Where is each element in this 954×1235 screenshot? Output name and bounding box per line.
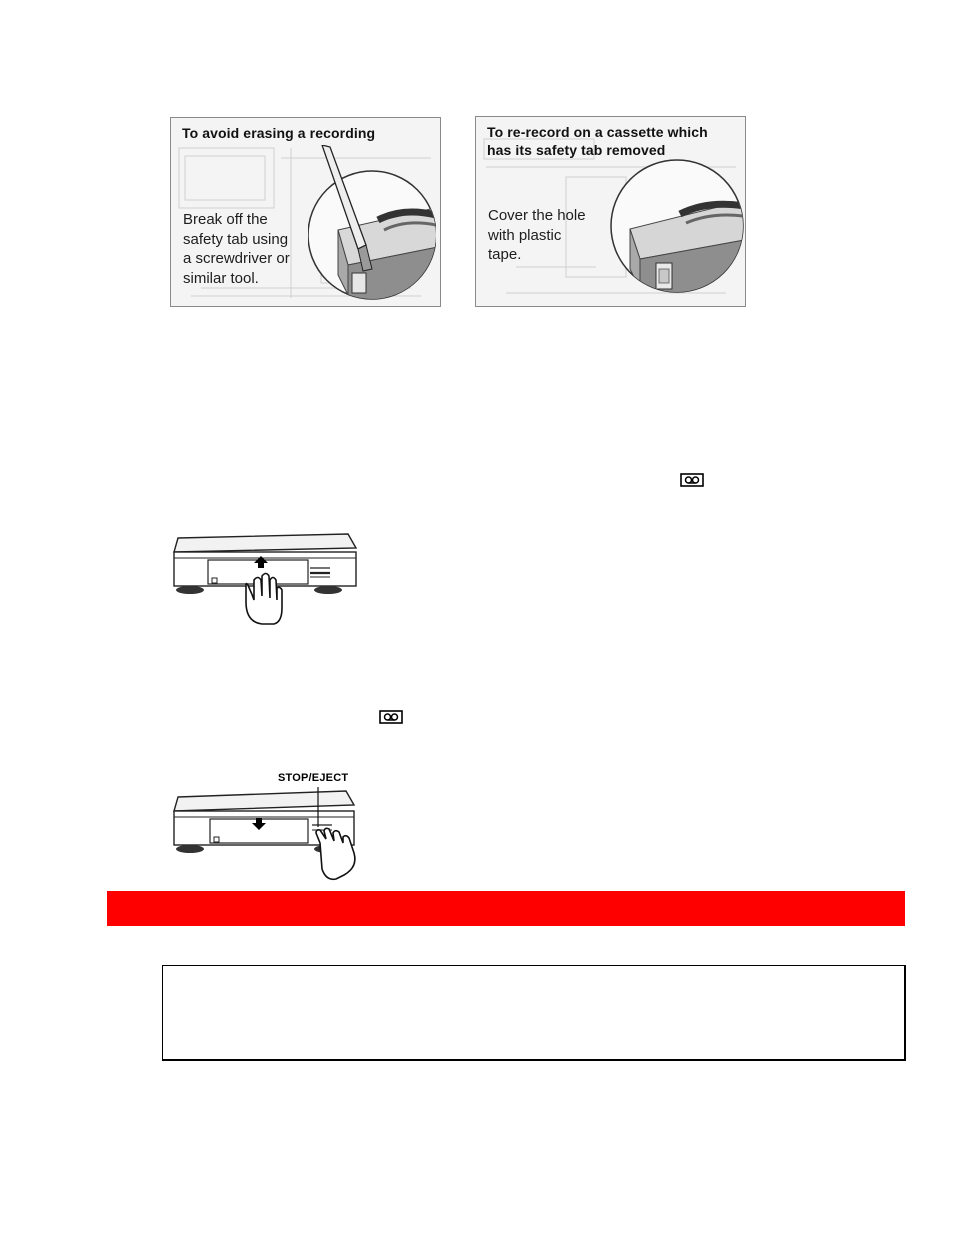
cassette-icon (379, 710, 403, 724)
stop-eject-label: STOP/EJECT (278, 772, 349, 784)
panel-title: To re-record on a cassette which has its safety tab removed (487, 124, 708, 158)
panel-instruction: Break off the safety tab using a screwdriver or similar tool. (183, 211, 290, 287)
cassette-tape-icon (610, 159, 744, 293)
tape-cover-panel (475, 116, 746, 307)
panel-instruction: Cover the hole with plastic tape. (488, 207, 586, 263)
vcr-insert-illustration (170, 530, 360, 645)
note-box (162, 965, 906, 1061)
cassette-icon (680, 473, 704, 487)
section-header-bar (107, 891, 905, 926)
screwdriver-icon (308, 145, 436, 303)
safety-tab-break-panel (170, 117, 441, 307)
vcr-eject-illustration (170, 787, 365, 882)
panel-title: To avoid erasing a recording (182, 125, 376, 141)
